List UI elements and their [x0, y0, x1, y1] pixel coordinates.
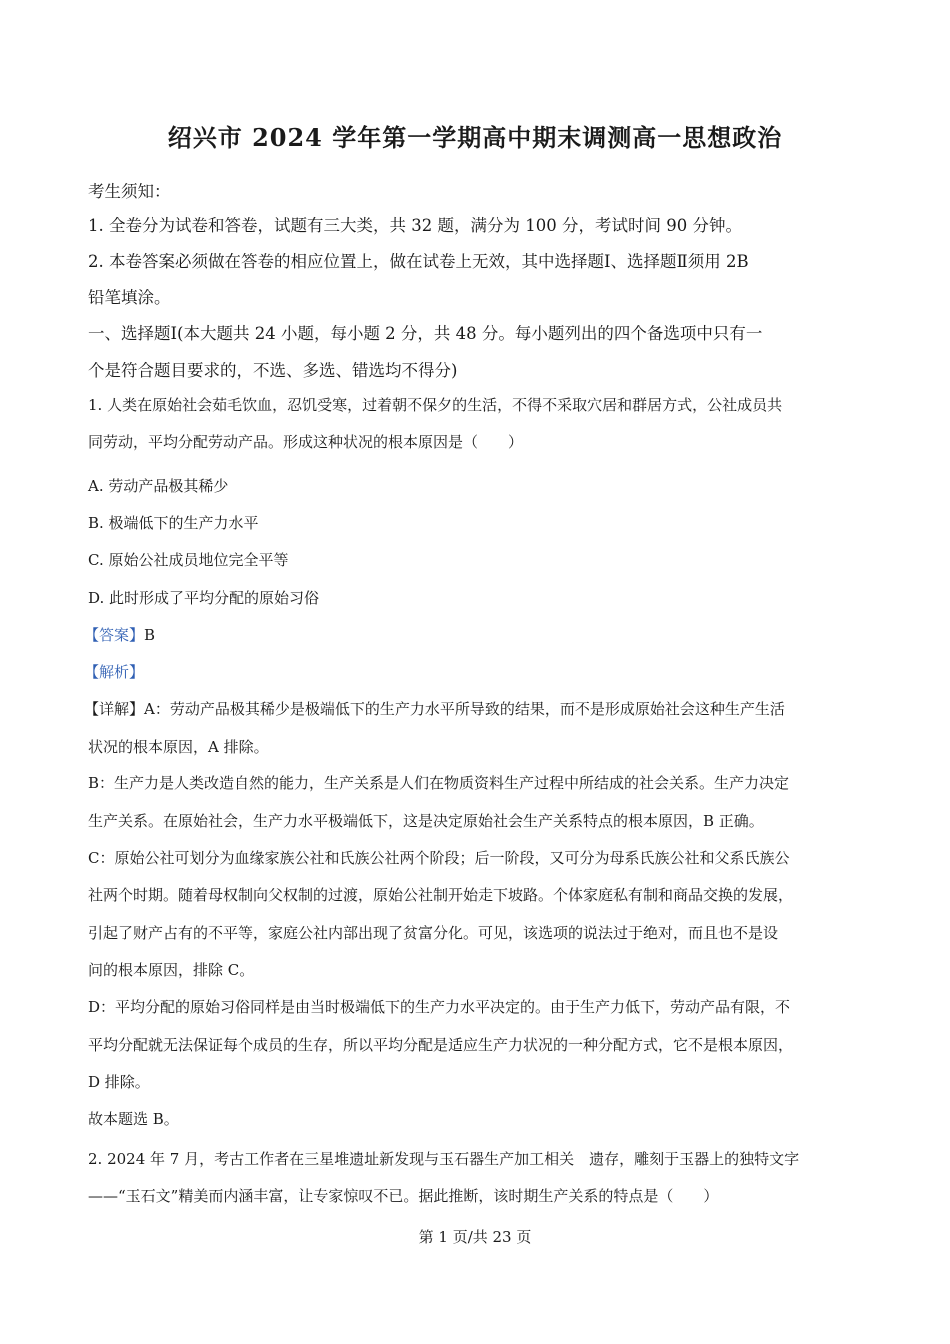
notice-line-2-cont: 铅笔填涂。 [88, 288, 171, 307]
q1-stem: 1. 人类在原始社会茹毛饮血，忍饥受寒，过着朝不保夕的生活，不得不采取穴居和群居方式，公社成员共 [88, 396, 783, 414]
section-heading-cont: 个是符合题目要求的，不选、多选、错选均不得分) [88, 361, 458, 380]
notice-heading: 考生须知： [88, 182, 171, 201]
q2-stem-cont: ——“玉石文”精美而内涵丰富，让专家惊叹不已。据此推断，该时期生产关系的特点是（ ） [88, 1187, 719, 1205]
q1-detail-a [84, 698, 880, 719]
detail-label: 【详解】 [84, 700, 145, 718]
page-title: 绍兴市 2024 学年第一学期高中期末调测高一思想政治 [167, 123, 783, 152]
q1-detail-d-2: 平均分配就无法保证每个成员的生存，所以平均分配是适应生产力状况的一种分配方式，它不是根本原因， [88, 1036, 794, 1054]
q1-option-b: B. 极端低下的生产力水平 [88, 514, 259, 532]
q1-detail-d-3: D 排除。 [88, 1073, 150, 1091]
q1-conclusion: 故本题选 B。 [88, 1110, 179, 1128]
q1-detail-a-cont: 状况的根本原因，A 排除。 [88, 738, 269, 756]
page-footer: 第 1 页/共 23 页 [418, 1228, 532, 1246]
q1-stem-cont: 同劳动，平均分配劳动产品。形成这种状况的根本原因是（ ） [88, 433, 524, 451]
analysis-label: 【解析】 [84, 663, 145, 681]
q1-detail-b: B：生产力是人类改造自然的能力，生产关系是人们在物质资料生产过程中所结成的社会关系。生产力决定 [88, 774, 790, 792]
answer-label: 【答案】 [84, 626, 145, 644]
q1-detail-c-4: 问的根本原因，排除 C。 [88, 961, 255, 979]
q1-option-a: A. 劳动产品极其稀少 [88, 477, 229, 495]
q1-option-c: C. 原始公社成员地位完全平等 [88, 551, 289, 569]
notice-line-1: 1. 全卷分为试卷和答卷，试题有三大类，共 32 题，满分为 100 分，考试时间 90 分钟。 [88, 216, 742, 235]
section-heading: 一、选择题Ⅰ(本大题共 24 小题，每小题 2 分，共 48 分。每小题列出的四个备选项中只有一 [88, 324, 763, 343]
q1-option-d: D. 此时形成了平均分配的原始习俗 [88, 589, 320, 607]
q1-detail-c: C：原始公社可划分为血缘家族公社和氏族公社两个阶段；后一阶段，又可分为母系氏族公社和父系氏族公 [88, 849, 790, 867]
notice-line-2: 2. 本卷答案必须做在答卷的相应位置上，做在试卷上无效，其中选择题Ⅰ、选择题Ⅱ须用 2B [88, 252, 749, 271]
q1-detail-d: D：平均分配的原始习俗同样是由当时极端低下的生产力水平决定的。由于生产力低下，劳动产品有限，不 [88, 998, 791, 1016]
q2-stem: 2. 2024 年 7 月，考古工作者在三星堆遗址新发现与玉石器生产加工相关 遗存，雕刻于玉器上的独特文字 [88, 1150, 800, 1168]
answer-value: B [144, 626, 156, 644]
q1-detail-c-2: 社两个时期。随着母权制向父权制的过渡，原始公社制开始走下坡路。个体家庭私有制和商品交换的发展， [88, 886, 794, 904]
q1-detail-c-3: 引起了财产占有的不平等，家庭公社内部出现了贫富分化。可见，该选项的说法过于绝对，而且也不是设 [88, 924, 779, 942]
q1-answer [84, 624, 880, 645]
detail-a-text: A：劳动产品极其稀少是极端低下的生产力水平所导致的结果，而不是形成原始社会这种生产生活 [144, 700, 785, 718]
q1-detail-b-cont: 生产关系。在原始社会，生产力水平极端低下，这是决定原始社会生产关系特点的根本原因，B 正确。 [88, 812, 764, 830]
